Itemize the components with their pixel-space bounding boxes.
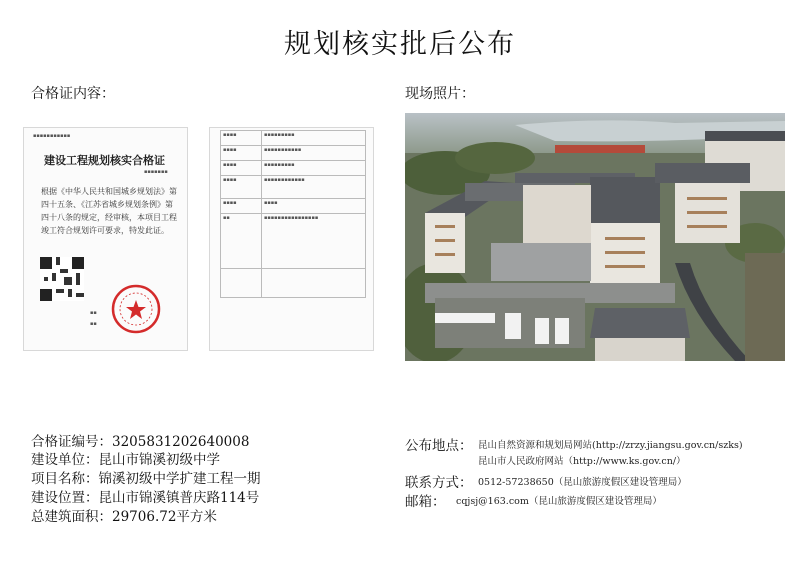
certificate-body-text: 根据《中华人民共和国城乡规划法》第四十五条、《江苏省城乡规划条例》第四十八条的规定，经审核，本项目工程竣工符合规划许可要求，特发此证。 <box>41 187 177 235</box>
contact-value: 0512-57238650（昆山旅游度假区建设管理局） <box>478 477 687 488</box>
official-seal-icon <box>109 282 163 336</box>
publish-place-label: 公布地点： <box>405 438 473 454</box>
contact-label: 联系方式： <box>405 475 473 491</box>
certificate-signature-line: ▪▪ <box>90 310 97 316</box>
site-photo <box>405 113 785 361</box>
page-title: 规划核实批后公布 <box>284 29 516 60</box>
certificate-date-line: ▪▪ <box>90 321 97 327</box>
certificate-serial: ▪▪▪▪▪▪▪▪▪▪▪ <box>33 133 71 139</box>
photo-section-label: 现场照片： <box>405 86 475 102</box>
certificate-number: 合格证编号：3205831202640008 <box>31 434 250 450</box>
project-name: 项目名称：锦溪初级中学扩建工程一期 <box>31 471 261 487</box>
certificate-section-label: 合格证内容： <box>31 86 115 102</box>
qr-code <box>40 257 84 301</box>
publish-place-link-nr[interactable]: 昆山自然资源和规划局网站(http://zrzy.jiangsu.gov.cn/szks) <box>478 440 743 451</box>
attachment-table: ▪▪▪▪ ▪▪▪▪▪▪▪▪▪ ▪▪▪▪ ▪▪▪▪▪▪▪▪▪▪▪ ▪▪▪▪ ▪▪▪▪▪▪▪▪▪ ▪▪▪▪ ▪▪▪▪▪▪▪▪▪▪▪▪ ▪▪▪▪ ▪▪▪▪ ▪▪ ▪▪▪▪▪▪▪▪▪▪▪▪▪▪▪▪ <box>220 130 366 298</box>
certificate-page-attachment <box>209 127 374 351</box>
email-value[interactable]: cqjsj@163.com（昆山旅游度假区建设管理局） <box>456 496 662 507</box>
publish-place-link-gov[interactable]: 昆山市人民政府网站（http://www.ks.gov.cn/） <box>478 456 686 467</box>
construction-location: 建设位置：昆山市锦溪镇普庆路114号 <box>31 490 260 506</box>
email-label: 邮箱： <box>405 494 446 510</box>
certificate-page-front <box>23 127 188 351</box>
certificate-heading: 建设工程规划核实合格证 <box>44 154 165 167</box>
certificate-number-small: ▪▪▪▪▪▪▪ <box>144 169 168 175</box>
construction-unit: 建设单位：昆山市锦溪初级中学 <box>31 452 220 468</box>
total-floor-area: 总建筑面积：29706.72平方米 <box>31 509 217 525</box>
site-photo-illustration <box>405 113 785 361</box>
